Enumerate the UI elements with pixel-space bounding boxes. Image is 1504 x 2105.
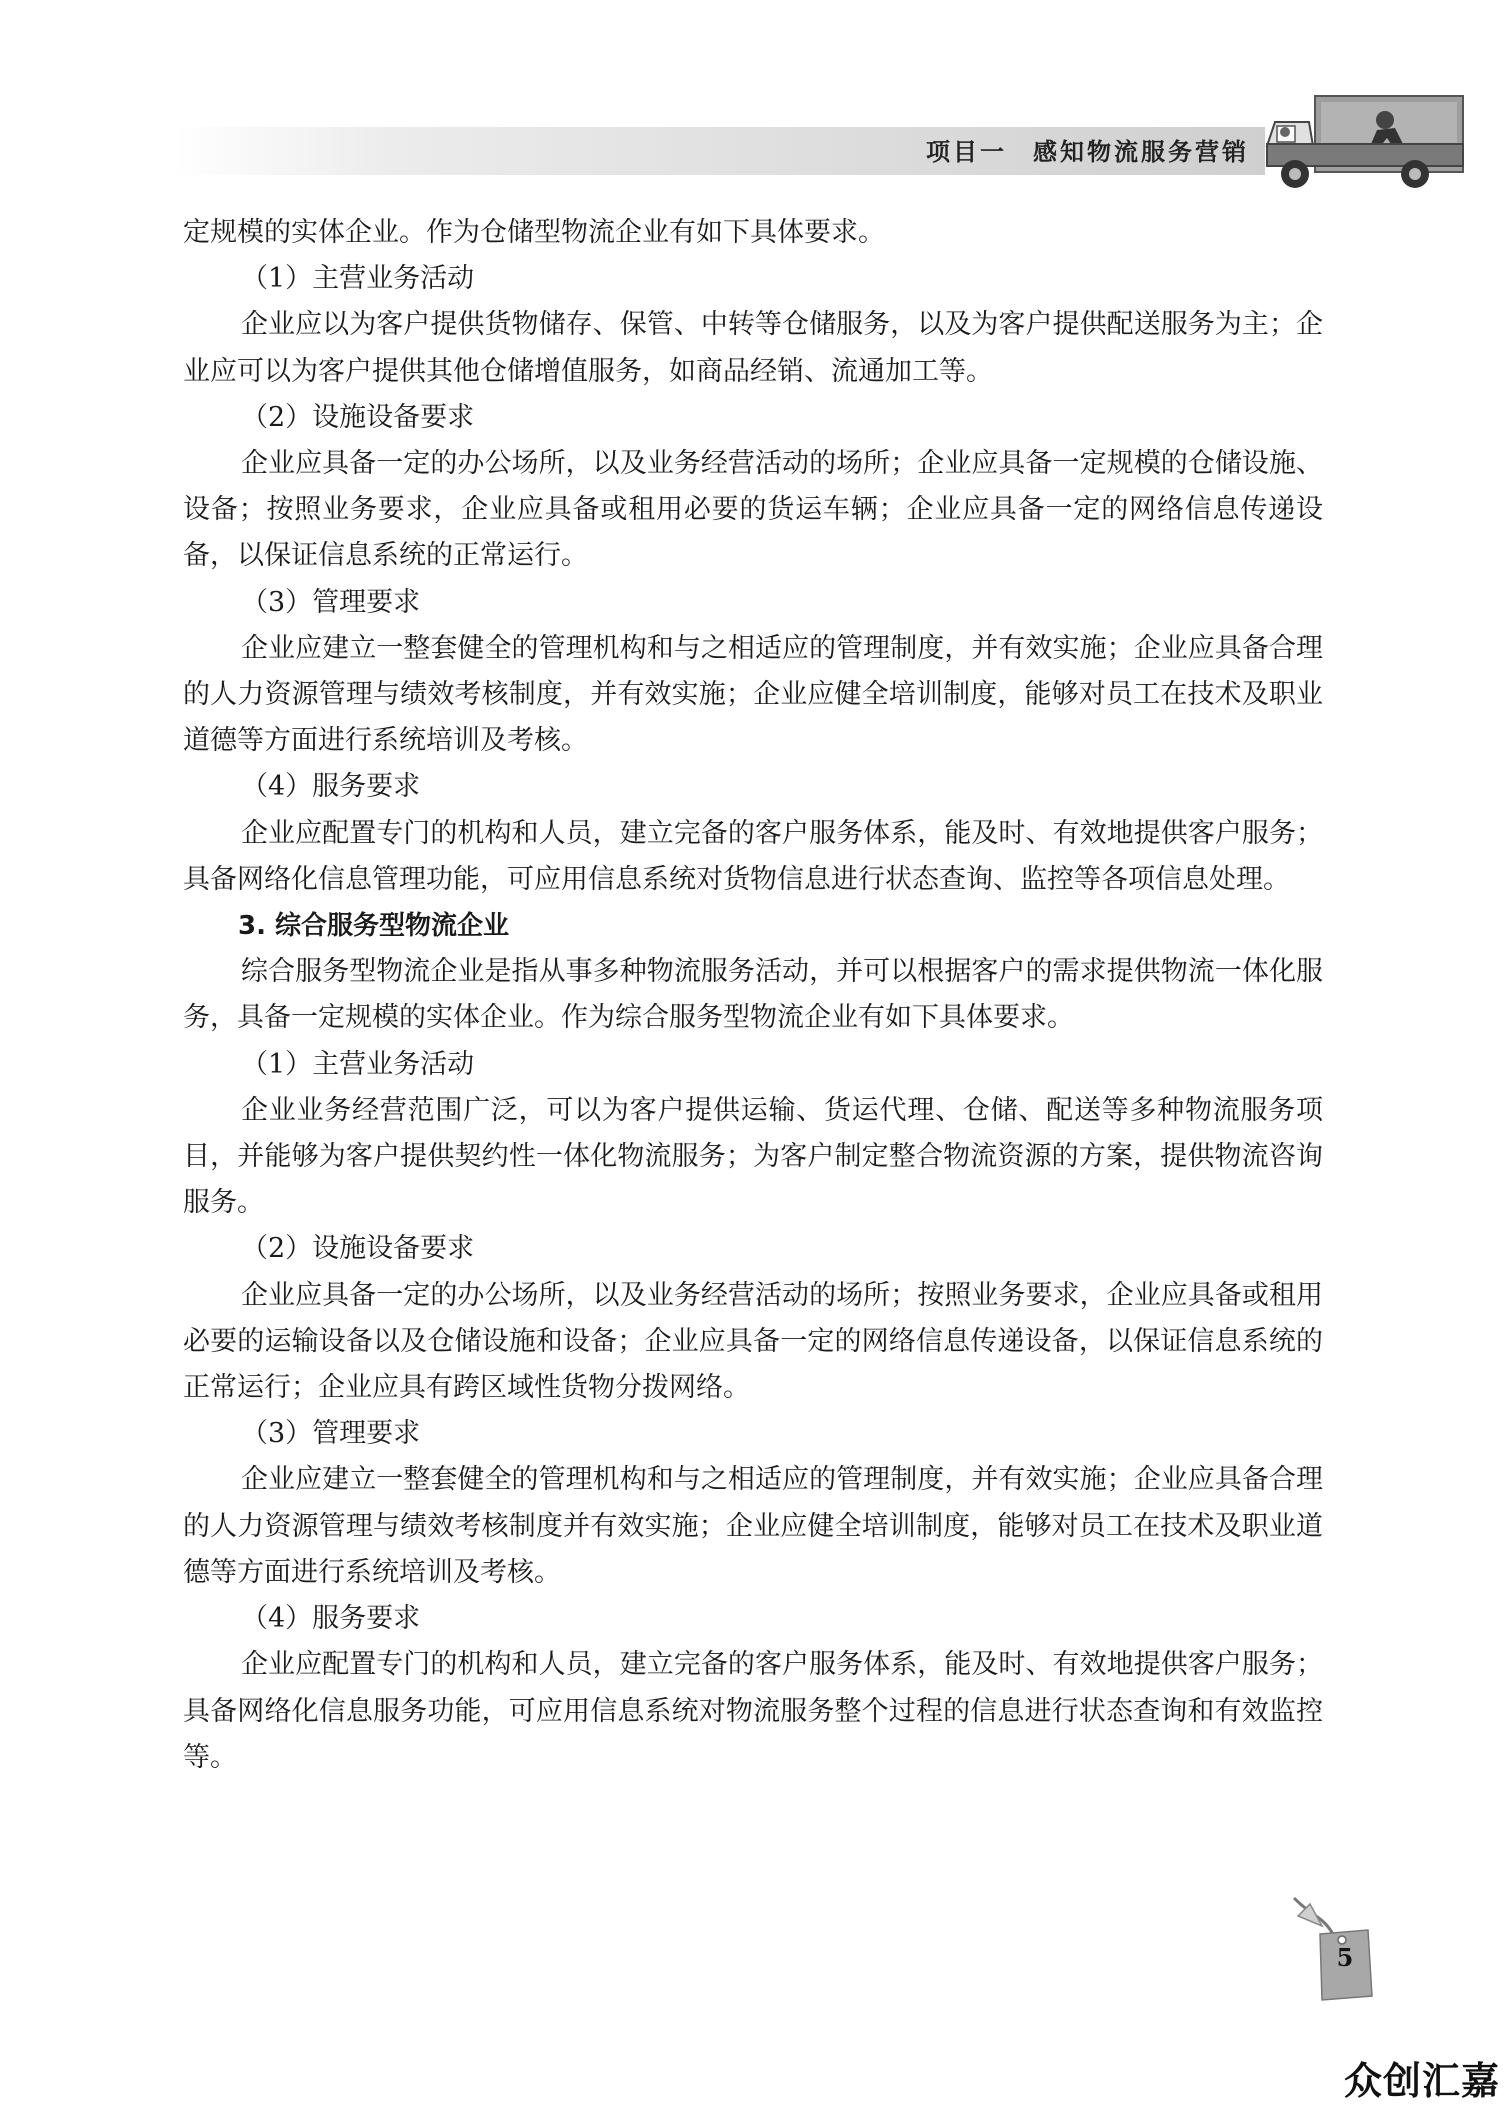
subheading: （4）服务要求 — [241, 771, 421, 803]
paragraph: 企业应配置专门的机构和人员，建立完备的客户服务体系，能及时、有效地提供客户服务；具备网络化信息服务功能，可应用信息系统对物流服务整个过程的信息进行状态查询和有效监控等。 — [183, 1649, 1323, 1773]
page-number: 5 — [1336, 1943, 1354, 1972]
project-label: 项目一 — [926, 138, 1007, 166]
subheading: （3）管理要求 — [241, 586, 421, 618]
paragraph: 企业应建立一整套健全的管理机构和与之相适应的管理制度，并有效实施；企业应具备合理的人力资源管理与绩效考核制度并有效实施；企业应健全培训制度，能够对员工在技术及职业道德等方面进行系统培训及考核。 — [183, 1464, 1323, 1588]
running-header — [926, 132, 1249, 172]
subheading: （3）管理要求 — [241, 1418, 421, 1450]
subheading: （2）设施设备要求 — [241, 401, 475, 433]
paragraph: 综合服务型物流企业是指从事多种物流服务活动，并可以根据客户的需求提供物流一体化服务，具备一定规模的实体企业。作为综合服务型物流企业有如下具体要求。 — [183, 956, 1323, 1034]
paragraph: 企业应具备一定的办公场所，以及业务经营活动的场所；按照业务要求，企业应具备或租用必要的运输设备以及仓储设施和设备；企业应具备一定的网络信息传递设备，以保证信息系统的正常运行；企业应具有跨区域性货物分拨网络。 — [183, 1279, 1323, 1404]
paragraph: 企业应以为客户提供货物储存、保管、中转等仓储服务，以及为客户提供配送服务为主；企业应可以为客户提供其他仓储增值服务，如商品经销、流通加工等。 — [183, 309, 1323, 387]
paragraph: 定规模的实体企业。作为仓储型物流企业有如下具体要求。 — [183, 217, 885, 248]
subheading: （2）设施设备要求 — [241, 1233, 475, 1265]
paragraph: 企业业务经营范围广泛，可以为客户提供运输、货运代理、仓储、配送等多种物流服务项目，并能够为客户提供契约性一体化物流服务；为客户制定整合物流资源的方案，提供物流咨询服务。 — [183, 1094, 1323, 1219]
delivery-truck-icon — [1265, 94, 1467, 196]
paragraph: 企业应建立一整套健全的管理机构和与之相适应的管理制度，并有效实施；企业应具备合理的人力资源管理与绩效考核制度，并有效实施；企业应健全培训制度，能够对员工在技术及职业道德等方面进行系统培训及考核。 — [183, 632, 1323, 757]
paragraph: 企业应具备一定的办公场所，以及业务经营活动的场所；企业应具备一定规模的仓储设施、设备；按照业务要求，企业应具备或租用必要的货运车辆；企业应具备一定的网络信息传递设备，以保证信息系统的正常运行。 — [183, 448, 1323, 572]
document-body — [183, 210, 1323, 1781]
paragraph: 企业应配置专门的机构和人员，建立完备的客户服务体系，能及时、有效地提供客户服务；具备网络化信息管理功能，可应用信息系统对货物信息进行状态查询、监控等各项信息处理。 — [183, 817, 1323, 895]
subheading: （1）主营业务活动 — [241, 1048, 475, 1080]
chapter-title: 感知物流服务营销 — [1033, 138, 1249, 166]
subheading: （4）服务要求 — [241, 1603, 421, 1635]
section-heading: 3. 综合服务型物流企业 — [238, 911, 510, 942]
subheading: （1）主营业务活动 — [241, 263, 475, 295]
watermark: 众创汇嘉 — [1343, 2059, 1500, 2103]
